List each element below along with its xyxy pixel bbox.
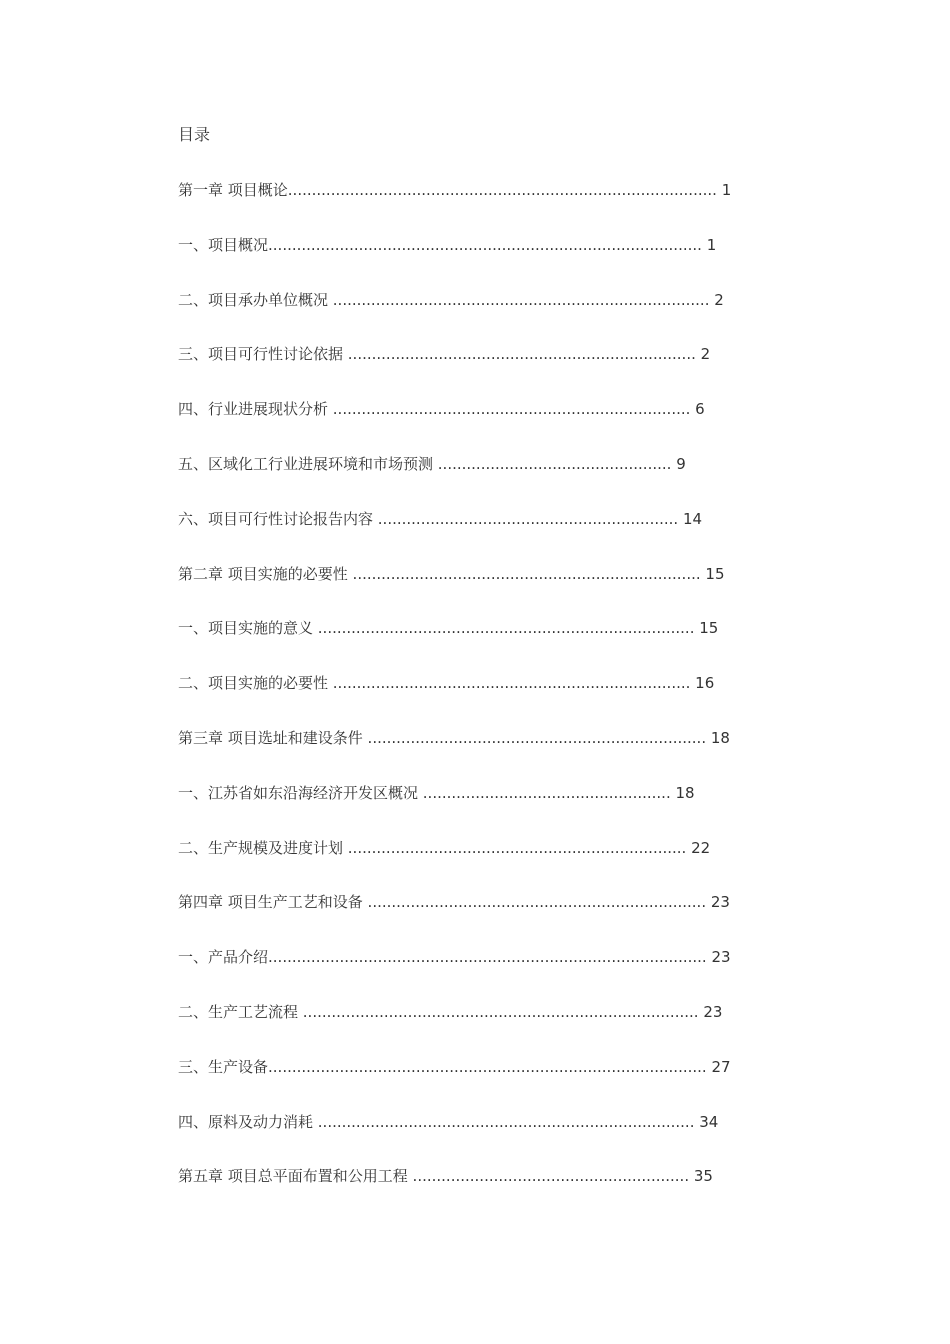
toc-entry-page-number: 15	[699, 619, 719, 637]
toc-entry-page-number: 15	[705, 565, 725, 583]
toc-title: 目录	[178, 125, 211, 144]
toc-entry-page-number: 16	[695, 674, 715, 692]
toc-entry-leader: ...............................................................	[373, 510, 679, 528]
toc-entry[interactable]	[178, 562, 725, 586]
toc-entry-page-number: 23	[710, 893, 730, 911]
toc-entry[interactable]	[178, 1055, 731, 1079]
toc-entry-text: 二、项目承办单位概况	[178, 291, 329, 309]
toc-entry-page-number: 2	[700, 345, 711, 363]
toc-entry-text: 三、项目可行性讨论依据	[178, 345, 344, 363]
toc-entry-page-number: 1	[706, 236, 717, 254]
toc-entry[interactable]	[178, 507, 702, 531]
toc-entry-text: 第五章 项目总平面布置和公用工程	[178, 1167, 408, 1185]
toc-entry-page-number: 18	[675, 784, 695, 802]
toc-entry[interactable]	[178, 671, 714, 695]
toc-entry-text: 二、项目实施的必要性	[178, 674, 329, 692]
toc-entry-text: 第三章 项目选址和建设条件	[178, 729, 363, 747]
toc-entry-text: 三、生产设备	[178, 1058, 269, 1076]
toc-entry-leader: ...........................................................................................	[268, 236, 702, 254]
toc-entry-text: 第四章 项目生产工艺和设备	[178, 893, 363, 911]
toc-entry-leader: .........................................................................	[343, 345, 696, 363]
toc-entry-text: 第一章 项目概论	[178, 181, 288, 199]
toc-entry[interactable]	[178, 1110, 718, 1134]
toc-entry-page-number: 18	[710, 729, 730, 747]
toc-entry-leader: ....................................................	[418, 784, 671, 802]
toc-entry-leader: ...............................................................................	[328, 291, 710, 309]
toc-entry-page-number: 22	[691, 839, 711, 857]
toc-entry-text: 一、项目实施的意义	[178, 619, 314, 637]
toc-entry-leader: ..........................................................................................	[287, 181, 717, 199]
toc-entry-leader: ............................................................................................	[268, 948, 707, 966]
toc-entry[interactable]	[178, 616, 718, 640]
toc-entry-leader: ...........................................................................	[328, 400, 691, 418]
toc-entry[interactable]	[178, 233, 716, 257]
toc-entry[interactable]	[178, 836, 710, 860]
toc-entry-page-number: 6	[695, 400, 705, 418]
toc-entry-page-number: 34	[699, 1113, 719, 1131]
toc-entry-page-number: 35	[693, 1167, 713, 1185]
toc-entry-leader: .................................................	[433, 455, 672, 473]
toc-entry-page-number: 9	[676, 455, 686, 473]
toc-entry-text: 六、项目可行性讨论报告内容	[178, 510, 374, 528]
toc-entry[interactable]	[178, 890, 730, 914]
toc-entry[interactable]	[178, 726, 730, 750]
toc-entry-page-number: 27	[711, 1058, 731, 1076]
toc-entry-leader: ...........................................................................	[328, 674, 691, 692]
toc-entry-text: 一、江苏省如东沿海经济开发区概况	[178, 784, 419, 802]
toc-entry-leader: .......................................................................	[362, 893, 707, 911]
toc-entry[interactable]	[178, 1000, 722, 1024]
toc-entry-page-number: 14	[682, 510, 703, 528]
toc-entry-text: 一、产品介绍	[178, 948, 269, 966]
toc-entry-text: 一、项目概况	[178, 236, 269, 254]
toc-entry-leader: ...............................................................................	[313, 619, 695, 637]
toc-entry-text: 五、区域化工行业进展环境和市场预测	[178, 455, 434, 473]
toc-entry[interactable]	[178, 178, 731, 202]
toc-entry[interactable]	[178, 452, 686, 476]
toc-entry[interactable]	[178, 342, 710, 366]
toc-entry-text: 四、原料及动力消耗	[178, 1113, 314, 1131]
toc-entry-page-number: 1	[721, 181, 732, 199]
toc-entry-page-number: 2	[714, 291, 724, 309]
toc-entry-text: 第二章 项目实施的必要性	[178, 565, 348, 583]
toc-entry[interactable]	[178, 945, 731, 969]
toc-entry[interactable]	[178, 397, 705, 421]
toc-entry-text: 四、行业进展现状分析	[178, 400, 329, 418]
toc-entry[interactable]	[178, 781, 695, 805]
toc-entry-page-number: 23	[703, 1003, 723, 1021]
toc-entry-leader: .......................................................................	[343, 839, 687, 857]
toc-entry[interactable]	[178, 1164, 713, 1188]
toc-entry-leader: ............................................................................................	[268, 1058, 707, 1076]
toc-entry-leader: ..........................................................	[407, 1167, 690, 1185]
toc-entry-text: 二、生产规模及进度计划	[178, 839, 344, 857]
toc-entry-leader: .........................................................................	[347, 565, 701, 583]
toc-entry-leader: ...............................................................................	[313, 1113, 695, 1131]
toc-entry-page-number: 23	[711, 948, 731, 966]
toc-entry[interactable]	[178, 288, 724, 312]
toc-entry-text: 二、生产工艺流程	[178, 1003, 299, 1021]
toc-entry-leader: .......................................................................	[362, 729, 707, 747]
toc-entry-leader: ...................................................................................	[298, 1003, 699, 1021]
